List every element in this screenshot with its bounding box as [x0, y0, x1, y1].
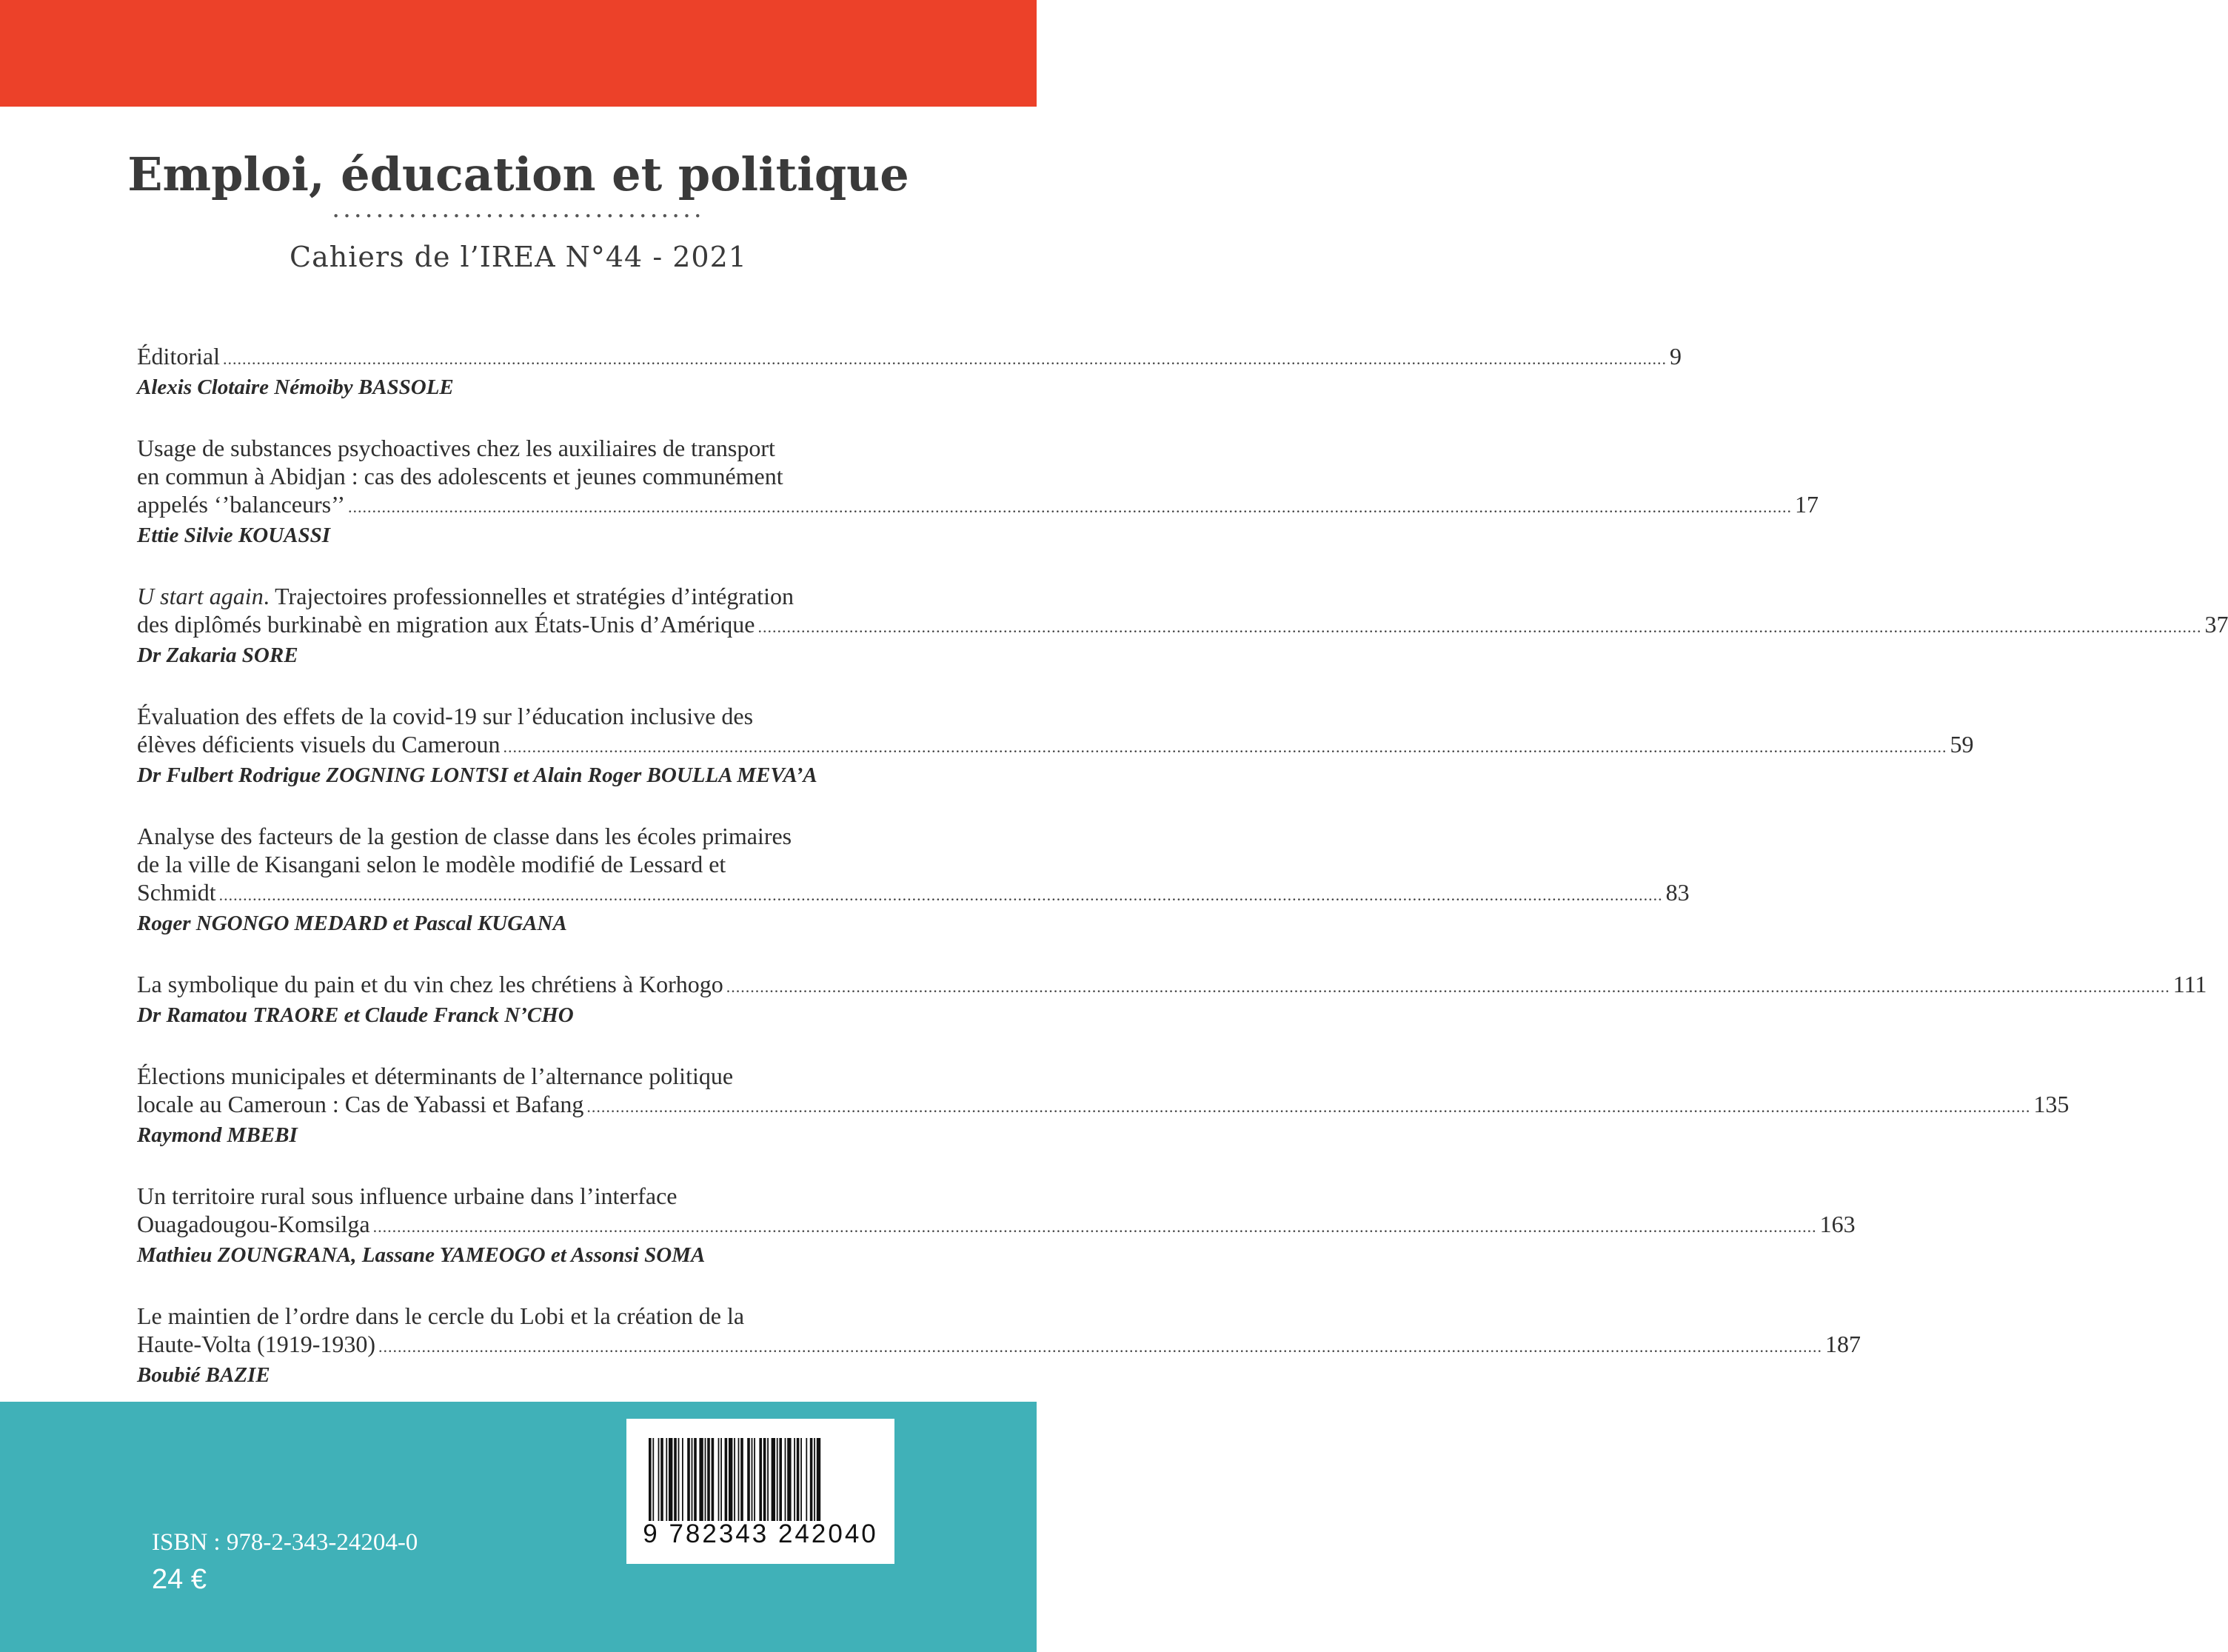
toc-title-text: Haute-Volta (1919-1930): [137, 1331, 375, 1357]
barcode-bar: [738, 1438, 740, 1521]
barcode-bar: [652, 1438, 654, 1521]
barcode-bar: [747, 1438, 750, 1521]
page-number: 59: [1950, 731, 1974, 758]
toc-title-text: Ouagadougou-Komsilga: [137, 1211, 370, 1237]
toc-title-text: des diplômés burkinabè en migration aux États-Unis d’Amérique: [137, 611, 755, 638]
toc-title-line: [137, 878, 1690, 909]
barcode-bar: [729, 1438, 732, 1521]
dot-leader: ............................................................................................................................................................................................................................................................................................................: [586, 1097, 2031, 1116]
barcode-bar: [692, 1438, 693, 1521]
toc-title-text: Éditorial: [137, 343, 220, 369]
page-number: 163: [1819, 1211, 1856, 1237]
toc-title-line: Le maintien de l’ordre dans le cercle du Lobi et la création de la: [137, 1302, 745, 1329]
barcode-bar: [705, 1438, 706, 1521]
barcode-bar: [707, 1438, 710, 1521]
page-number: 111: [2172, 971, 2207, 997]
toc-author: Roger NGONGO MEDARD et Pascal KUGANA: [137, 912, 567, 935]
barcode-bar: [718, 1438, 720, 1521]
toc-author: Boubié BAZIE: [137, 1363, 270, 1387]
barcode-bar: [754, 1438, 755, 1521]
barcode-bar: [666, 1438, 667, 1521]
toc-title-line: [137, 610, 2228, 641]
dot-leader: ............................................................................................................................................................................................................................................................................................................: [222, 350, 1667, 368]
toc-title-line: [137, 1210, 1856, 1241]
barcode-bar: [649, 1438, 652, 1521]
toc-title-line: [137, 342, 1682, 373]
toc-entry: [137, 702, 1974, 789]
toc-title-line: Analyse des facteurs de la gestion de classe dans les écoles primaires: [137, 823, 792, 849]
toc-title-text: Schmidt: [137, 879, 216, 906]
toc-title-line: [137, 582, 892, 610]
barcode-bar: [682, 1438, 683, 1521]
barcode-bar: [658, 1438, 660, 1521]
toc-title-line: [137, 970, 2207, 1001]
dot-leader: ............................................................................................................................................................................................................................................................................................................: [503, 738, 1947, 756]
page-number: 83: [1665, 879, 1690, 906]
toc-entry: [137, 970, 2207, 1029]
toc-author: Ettie Silvie KOUASSI: [137, 524, 331, 547]
barcode-bar: [779, 1438, 782, 1521]
barcode-bar: [678, 1438, 680, 1521]
barcode-bar: [800, 1438, 802, 1521]
toc-title-text: appelés ‘’balanceurs’’: [137, 491, 346, 518]
toc-entry: [137, 822, 1690, 937]
isbn-label: ISBN : 978-2-343-24204-0: [152, 1529, 418, 1556]
barcode: [626, 1419, 894, 1564]
barcode-bar: [772, 1438, 775, 1521]
barcode-bar: [660, 1438, 663, 1521]
book-title: Emploi, éducation et politique: [127, 147, 909, 201]
toc-title-line: Élections municipales et déterminants de l’alternance politique: [137, 1063, 734, 1089]
barcode-bar: [687, 1438, 690, 1521]
toc-title-line: [137, 1330, 1861, 1361]
toc-title-line: Évaluation des effets de la covid-19 sur l’éducation inclusive des: [137, 703, 754, 729]
dot-leader: ............................................................................................................................................................................................................................................................................................................: [348, 498, 1793, 516]
toc-title-text: . Trajectoires professionnelles et stratégies d’intégration: [263, 583, 794, 609]
page-number: 187: [1825, 1331, 1861, 1357]
toc-entry: [137, 1062, 2070, 1149]
price-label: 24 €: [152, 1564, 207, 1595]
barcode-bar: [817, 1438, 820, 1521]
page-number: 135: [2033, 1091, 2070, 1117]
barcode-bar: [763, 1438, 766, 1521]
barcode-bar: [777, 1438, 778, 1521]
dotted-divider: ··································: [332, 201, 705, 232]
barcode-bar: [752, 1438, 753, 1521]
barcode-bar: [694, 1438, 697, 1521]
barcode-bar: [794, 1438, 795, 1521]
dot-leader: ............................................................................................................................................................................................................................................................................................................: [372, 1217, 1817, 1236]
toc-entry: [137, 434, 1819, 549]
toc-author: Mathieu ZOUNGRANA, Lassane YAMEOGO et Assonsi SOMA: [137, 1243, 706, 1267]
table-of-contents: [137, 342, 2228, 1422]
toc-author: Dr Zakaria SORE: [137, 643, 298, 667]
toc-entry: [137, 1182, 1856, 1269]
page-number: 9: [1669, 343, 1682, 369]
dot-leader: ............................................................................................................................................................................................................................................................................................................: [757, 618, 2202, 636]
dot-leader: ............................................................................................................................................................................................................................................................................................................: [378, 1337, 1822, 1356]
barcode-bar: [814, 1438, 815, 1521]
toc-title-text: élèves déficients visuels du Cameroun: [137, 731, 501, 758]
barcode-bars: [649, 1438, 872, 1521]
toc-author: Dr Ramatou TRAORE et Claude Franck N’CHO: [137, 1003, 574, 1027]
toc-title-line: Usage de substances psychoactives chez les auxiliaires de transport: [137, 435, 775, 461]
toc-title-line: de la ville de Kisangani selon le modèle modifié de Lessard et: [137, 851, 726, 877]
barcode-bar: [712, 1438, 715, 1521]
toc-title-line: [137, 730, 1974, 761]
barcode-bar: [734, 1438, 735, 1521]
barcode-number: 9 782343 242040: [643, 1519, 878, 1548]
toc-author: Dr Fulbert Rodrigue ZOGNING LONTSI et Alain Roger BOULLA MEVA’A: [137, 763, 817, 787]
toc-italic-lead: U start again: [137, 583, 264, 609]
toc-title-text: locale au Cameroun : Cas de Yabassi et Bafang: [137, 1091, 584, 1117]
barcode-bar: [720, 1438, 722, 1521]
barcode-bar: [669, 1438, 672, 1521]
toc-title-text: La symbolique du pain et du vin chez les chrétiens à Korhogo: [137, 971, 723, 997]
page-number: 17: [1795, 491, 1819, 518]
dot-leader: ............................................................................................................................................................................................................................................................................................................: [726, 977, 2170, 996]
barcode-bar: [740, 1438, 743, 1521]
toc-title-line: [137, 1090, 2070, 1121]
title-block: [0, 148, 1037, 273]
top-color-band: [0, 0, 1037, 107]
page-number: 37: [2204, 611, 2228, 638]
toc-title-line: Un territoire rural sous influence urbaine dans l’interface: [137, 1183, 678, 1209]
toc-title-line: en commun à Abidjan : cas des adolescents et jeunes communément: [137, 463, 783, 489]
barcode-bar: [787, 1438, 791, 1521]
barcode-bar: [699, 1438, 703, 1521]
barcode-bar: [674, 1438, 677, 1521]
barcode-bar: [759, 1438, 762, 1521]
barcode-bar: [785, 1438, 786, 1521]
barcode-bar: [797, 1438, 800, 1521]
toc-title-line: [137, 490, 1819, 521]
barcode-bar: [806, 1438, 807, 1521]
barcode-bar: [810, 1438, 813, 1521]
book-subtitle: Cahiers de l’IREA N°44 - 2021: [290, 241, 747, 274]
barcode-bar: [767, 1438, 769, 1521]
barcode-bar: [725, 1438, 728, 1521]
toc-entry: [137, 1302, 1861, 1389]
dot-leader: ............................................................................................................................................................................................................................................................................................................: [218, 886, 1663, 904]
toc-entry: [137, 342, 1682, 401]
toc-author: Alexis Clotaire Némoiby BASSOLE: [137, 375, 454, 399]
toc-entry: [137, 582, 2228, 669]
toc-author: Raymond MBEBI: [137, 1123, 298, 1147]
